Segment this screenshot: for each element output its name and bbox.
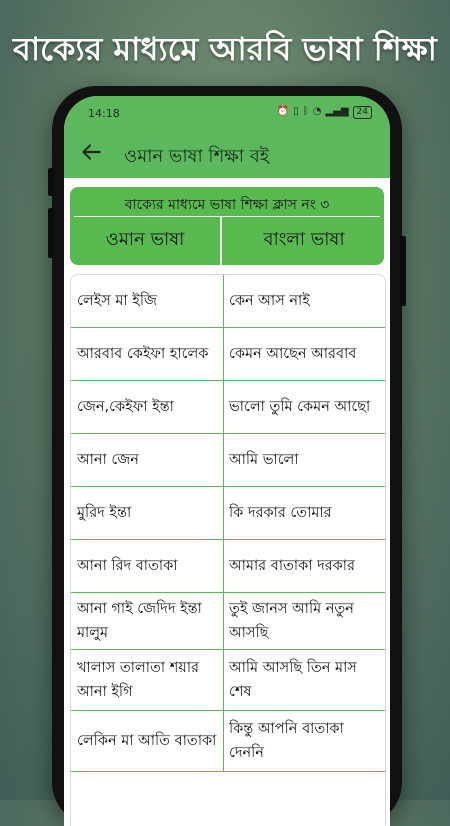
page-title: ওমান ভাষা শিক্ষা বই — [124, 146, 270, 167]
phrase-row[interactable] — [71, 540, 385, 593]
oman-phrase: লেকিন মা আতি বাতাকা — [77, 733, 217, 749]
bangla-phrase: কেন আস নাই — [223, 275, 385, 327]
bangla-phrase: কেমন আছেন আরবাব — [223, 328, 385, 380]
bangla-phrase: কি দরকার তোমার — [223, 487, 385, 539]
bangla-phrase: ভালো তুমি কেমন আছো — [223, 381, 385, 433]
phrase-row[interactable] — [71, 487, 385, 540]
class-label: বাক্যের মাধ্যমে ভাষা শিক্ষা ক্লাস নং ৩ — [124, 197, 330, 213]
phone-frame — [52, 86, 402, 826]
phrase-row[interactable] — [71, 328, 385, 381]
oman-phrase: আরবাব কেইফা হালেক — [77, 346, 209, 362]
oman-phrase: আনা রিদ বাতাকা — [77, 558, 178, 574]
phone-button — [48, 208, 54, 258]
status-icons — [277, 105, 372, 119]
signal-icon: ▂▄▆ — [325, 106, 349, 117]
vibrate-icon: ▯ — [293, 106, 299, 117]
oman-phrase: মুরিদ ইন্তা — [77, 505, 132, 521]
bangla-phrase: আমি ভালো — [223, 434, 385, 486]
phrase-row[interactable] — [71, 381, 385, 434]
phrase-row[interactable] — [71, 711, 385, 772]
status-bar — [64, 96, 390, 130]
phone-button — [400, 236, 406, 306]
phrase-row[interactable] — [71, 593, 385, 650]
oman-phrase: আনা গাই জেদিদ ইন্তা মালুম — [77, 601, 202, 641]
alarm-icon: ⏰ — [276, 106, 290, 117]
bangla-phrase: আমি আসছি তিন মাস শেষ — [223, 650, 385, 710]
phrase-list[interactable] — [70, 274, 386, 826]
oman-phrase: জেন,কেইফা ইন্তা — [77, 399, 174, 415]
bangla-phrase: কিন্তু আপনি বাতাকা দেননি — [223, 711, 385, 771]
phrase-row[interactable] — [71, 275, 385, 328]
oman-phrase: খালাস তালাতা শয়ার আনা ইগি — [77, 660, 200, 700]
status-time: 14:18 — [88, 107, 120, 120]
oman-phrase: লেইস মা ইজি — [77, 293, 157, 309]
phrase-row[interactable] — [71, 650, 385, 711]
battery-icon: 24 — [353, 106, 372, 119]
bluetooth-icon: ᛒ — [302, 106, 309, 117]
bangla-phrase: তুই জানস আমি নতুন আসছি — [223, 593, 385, 649]
phone-button — [48, 168, 54, 196]
app-bar — [64, 130, 390, 178]
phrase-row[interactable] — [71, 434, 385, 487]
oman-phrase: আনা জেন — [77, 452, 139, 468]
column-header-bangla: বাংলা ভাষা — [220, 216, 386, 265]
app-screen — [64, 96, 390, 826]
promo-title: বাক্যের মাধ্যমে আরবি ভাষা শিক্ষা — [13, 30, 437, 68]
arrow-left-icon[interactable] — [78, 139, 104, 165]
lesson-header — [70, 187, 384, 265]
column-header-oman: ওমান ভাষা — [105, 229, 185, 250]
wifi-icon: ◔ — [312, 106, 322, 117]
bangla-phrase: আমার বাতাকা দরকার — [223, 540, 385, 592]
